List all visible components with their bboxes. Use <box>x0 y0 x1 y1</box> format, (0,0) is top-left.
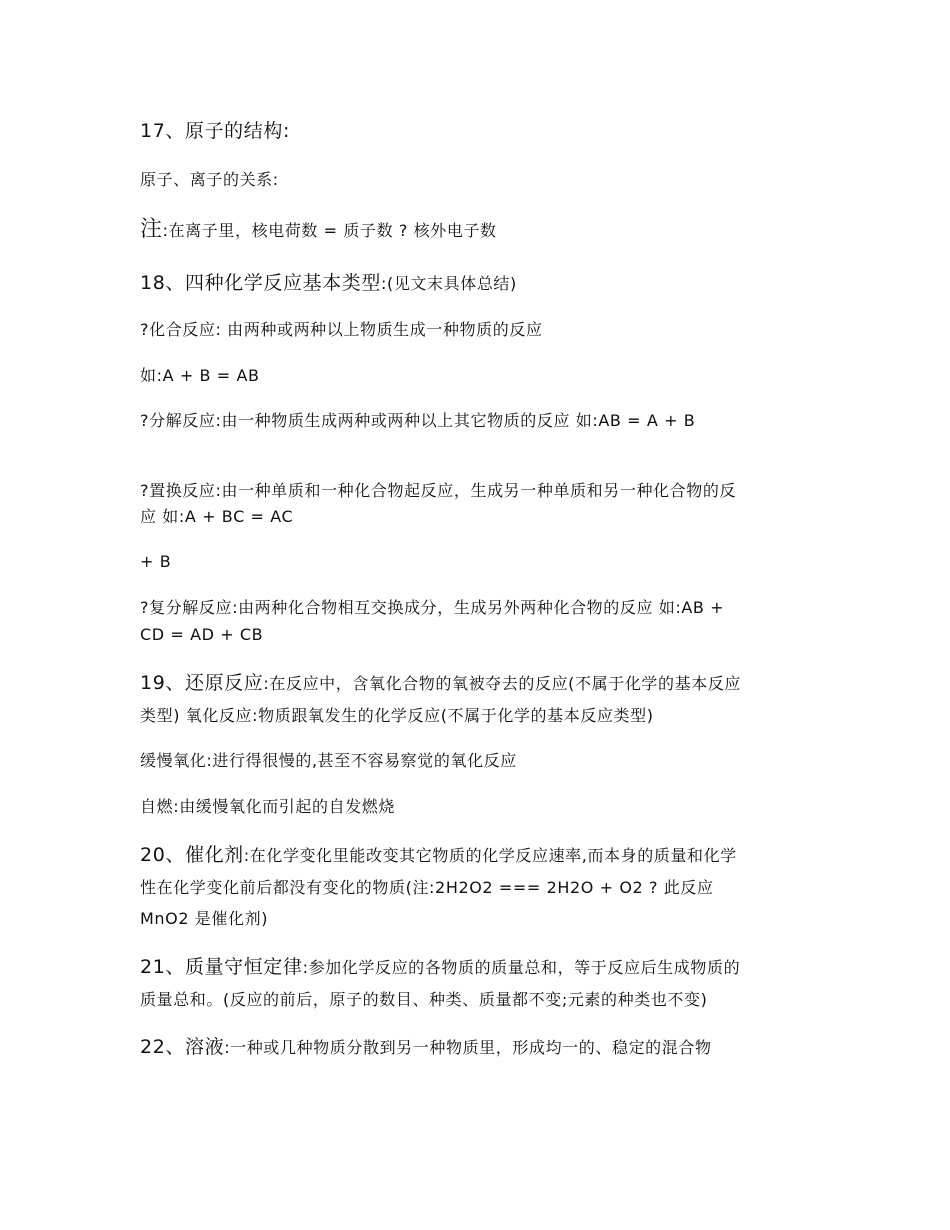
displacement-reaction: ?置换反应:由一种单质和一种化合物起反应，生成另一种单质和另一种化合物的反 <box>140 481 737 500</box>
section-19-text: :在反应中，含氧化合物的氧被夺去的反应(不属于化学的基本反应 <box>263 674 742 693</box>
section-21-line-1 <box>140 957 740 978</box>
section-17-note <box>140 217 497 242</box>
section-19-line-2: 类型) 氧化反应:物质跟氧发生的化学反应(不属于化学的基本反应类型) <box>140 706 654 725</box>
decomposition-reaction: ?分解反应:由一种物质生成两种或两种以上其它物质的反应 如:AB = A + B <box>140 411 696 430</box>
section-17-line-1: 原子、离子的关系: <box>140 170 279 189</box>
section-21-text: :参加化学反应的各物质的质量总和，等于反应后生成物质的 <box>302 958 741 977</box>
slow-oxidation: 缓慢氧化:进行得很慢的,甚至不容易察觉的氧化反应 <box>140 751 517 770</box>
combination-reaction: ?化合反应: 由两种或两种以上物质生成一种物质的反应 <box>140 320 543 339</box>
section-22-line-1 <box>140 1037 712 1058</box>
displacement-example-cont: + B <box>140 552 172 571</box>
section-20-line-1 <box>140 845 737 866</box>
section-19-heading: 19、还原反应 <box>140 672 264 694</box>
note-label: 注 <box>140 217 163 242</box>
section-17-title: 17、原子的结构: <box>140 120 290 142</box>
section-22-text: :一种或几种物质分散到另一种物质里，形成均一的、稳定的混合物 <box>224 1038 712 1057</box>
section-20-text: :在化学变化里能改变其它物质的化学反应速率,而本身的质量和化学 <box>243 846 737 865</box>
section-21-line-2: 质量总和。(反应的前后，原子的数目、种类、质量都不变;元素的种类也不变) <box>140 990 708 1009</box>
section-20-line-3: MnO2 是催化剂) <box>140 909 269 928</box>
section-18-heading-note: :(见文末具体总结) <box>380 274 517 293</box>
combination-example: 如:A + B = AB <box>140 366 260 385</box>
spontaneous-combustion: 自燃:由缓慢氧化而引起的自发燃烧 <box>140 797 395 816</box>
double-decomposition-reaction: ?复分解反应:由两种化合物相互交换成分，生成另外两种化合物的反应 如:AB + <box>140 598 725 617</box>
section-20-heading: 20、催化剂 <box>140 844 244 866</box>
note-text: :在离子里，核电荷数 = 质子数 ? 核外电子数 <box>162 221 497 240</box>
displacement-reaction-cont: 应 如:A + BC = AC <box>140 507 294 526</box>
section-22-heading: 22、溶液 <box>140 1036 225 1058</box>
section-21-heading: 21、质量守恒定律 <box>140 956 303 978</box>
section-18-heading: 18、四种化学反应基本类型 <box>140 272 381 294</box>
double-decomposition-example: CD = AD + CB <box>140 625 264 644</box>
section-20-line-2: 性在化学变化前后都没有变化的物质(注:2H2O2 === 2H2O + O2 ? 此反应 <box>140 878 714 897</box>
section-19-line-1 <box>140 673 741 694</box>
section-18-title <box>140 273 517 294</box>
